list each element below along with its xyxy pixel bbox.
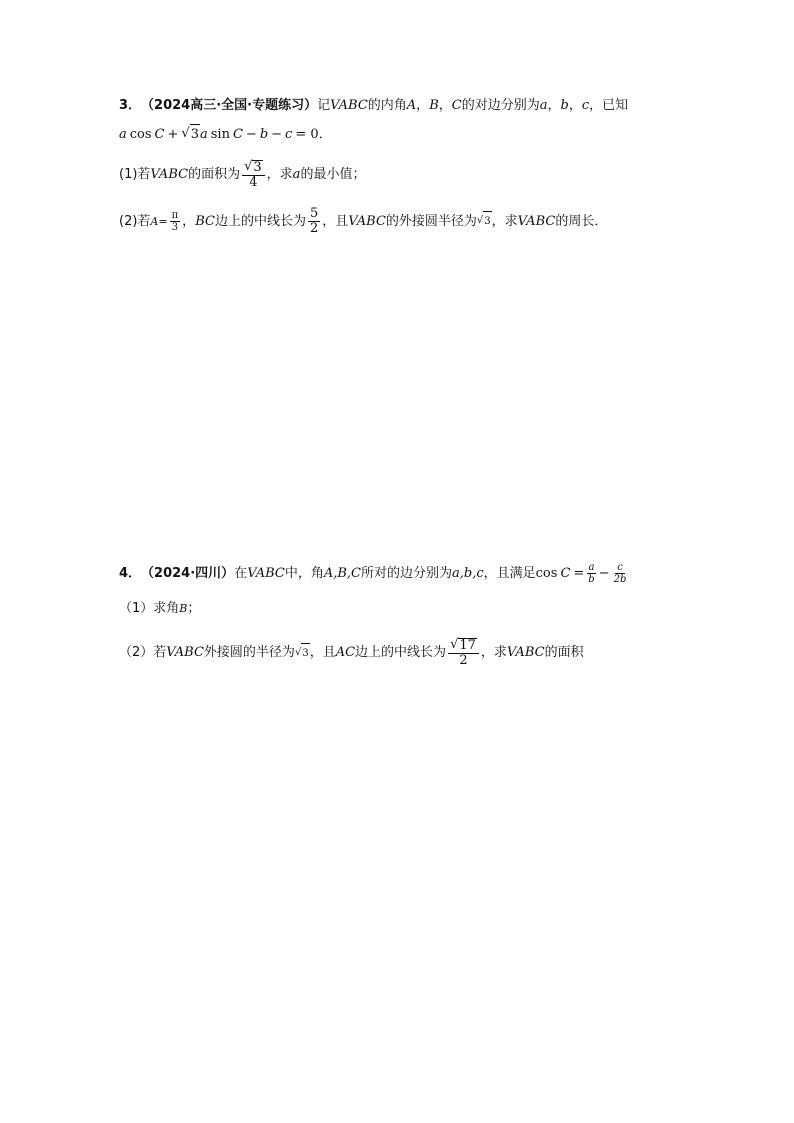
text: 在 [234,565,248,581]
text: ，且 [322,213,349,229]
part-label: (2)若 [119,213,151,229]
math: C [232,126,243,142]
triangle-symbol: VABC [166,645,204,661]
q3-equation [119,124,332,145]
triangle-symbol: VABC [247,565,285,581]
q4-stem [119,562,630,585]
text: 的周长． [555,213,608,229]
math: = 0． [295,126,332,142]
var-b: b [560,98,569,113]
math: − [598,565,610,581]
text: 记 [317,98,331,113]
text: 边上的中线长为 [355,645,447,661]
text: 的外接圆半径为 [385,213,477,229]
text: 中，角 [284,565,324,581]
var-c: c [581,98,590,113]
text: ， [438,98,452,113]
math: 17 [459,638,476,653]
math: 2 [459,653,468,669]
q3-stem-line1 [119,96,628,116]
fraction [586,562,596,585]
math: − [271,126,283,142]
math: cos [535,565,558,581]
part-label: (1)若 [119,167,151,183]
math: c [617,562,623,573]
math: 4 [249,175,258,191]
text: ，求 [491,213,518,229]
math: 3 [171,222,179,234]
text: ，求 [480,645,507,661]
math: π [171,210,179,222]
part-label: （2）若 [119,645,167,661]
triangle-symbol: VABC [348,213,386,229]
math: c [285,126,293,142]
fraction [612,562,629,585]
var-a: a [539,98,548,113]
math: cos [129,126,152,142]
math: − [245,126,257,142]
triangle-symbol: VABC [506,645,545,661]
math: 5 [309,206,319,221]
math: C [154,126,165,142]
text: 所对的边分别为 [361,565,453,581]
var-B: B [429,98,439,113]
var-a: a [292,167,301,183]
q4-part2 [119,638,584,669]
sqrt: √ 3 [295,643,310,664]
math: 3 [253,160,262,175]
q3-part1 [119,160,365,191]
math: C [560,565,571,581]
text: 的对边分别为 [461,98,540,113]
text: 的面积 [544,645,584,661]
text: ， [182,213,196,229]
sqrt: √ 3 [477,211,492,232]
triangle-symbol: VABC [150,167,189,183]
fraction: √ 3 4 [242,160,265,191]
fraction [308,207,320,237]
var-C: C [451,98,462,113]
math: 3 [483,211,491,232]
fraction [170,210,181,233]
sqrt: √ 3 [181,124,200,145]
fraction: √ 17 2 [448,638,479,669]
text: ，且 [309,645,336,661]
math: AC [335,645,356,661]
q3-number: 3． [119,98,142,113]
text: 边上的中线长为 [214,213,306,229]
math: A [150,214,159,228]
math: 2 [309,221,319,237]
math: b [588,574,595,585]
q4-number: 4． [119,565,142,581]
triangle-symbol: VABC [517,213,556,229]
math: + [167,126,179,142]
math: 3 [301,643,309,664]
math: = [573,565,585,581]
math: b [259,126,269,142]
text: ，且满足 [483,565,536,581]
text: ， [568,98,582,113]
text: 外接圆的半径为 [203,645,295,661]
math: 3 [190,124,200,145]
text: ，求 [266,167,293,183]
text: ， [416,98,430,113]
math: BC [195,213,215,229]
text: ； [187,601,201,616]
math: a,b,c [452,565,484,581]
var-A: A [406,98,417,113]
math: A,B,C [323,565,361,581]
text: 的内角 [367,98,407,113]
math: = [158,214,168,228]
text: 的最小值； [300,167,366,183]
math: 2b [613,574,627,585]
math: a [119,126,127,142]
q3-part2 [119,207,607,237]
text: ，已知 [589,98,629,113]
part-label: （1）求角 [119,601,180,616]
text: ， [547,98,561,113]
triangle-symbol: VABC [330,98,368,113]
q4-part1 [119,599,200,619]
math: a [588,562,595,573]
math: sin [210,126,230,142]
q4-source: （2024·四川） [141,565,235,581]
math: B [179,602,188,615]
q3-source: （2024高三·全国·专题练习） [141,98,318,113]
text: 的面积为 [188,167,241,183]
math: a [199,126,208,142]
